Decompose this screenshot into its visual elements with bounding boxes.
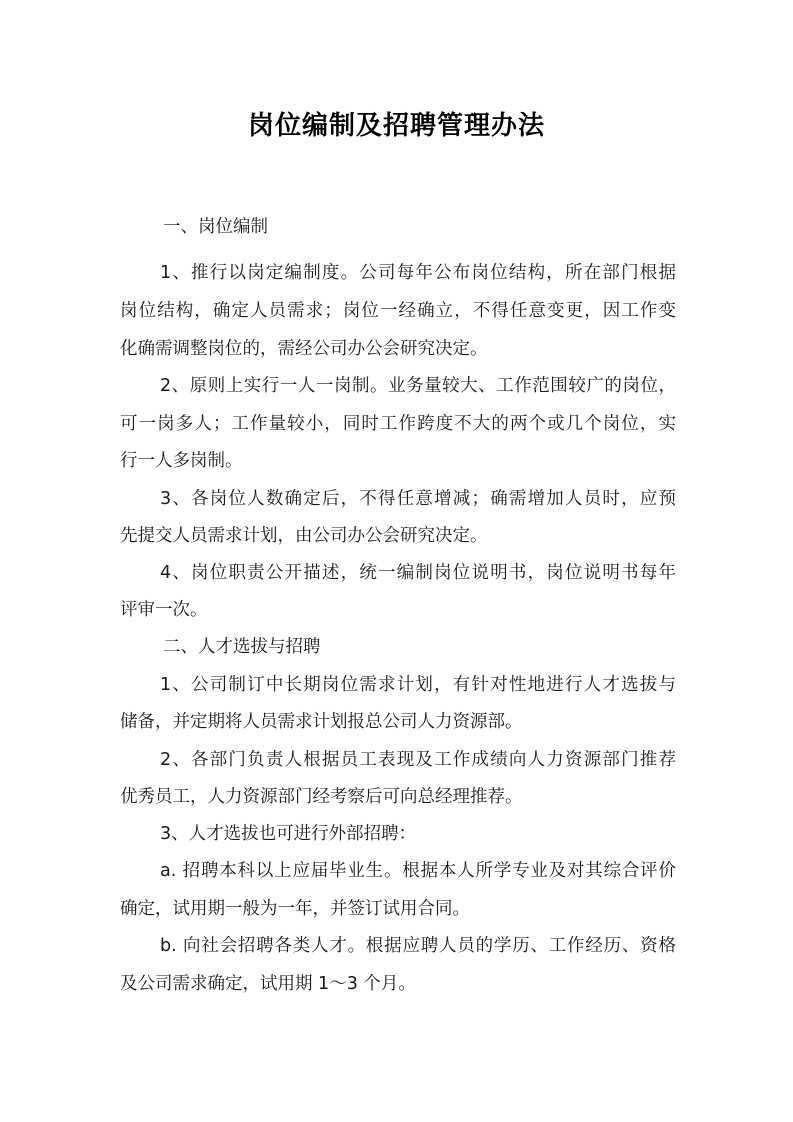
document-title: 岗位编制及招聘管理办法 [247,111,545,141]
paragraph-line: a. 招聘本科以上应届毕业生。根据本人所学专业及对其综合评价 [160,861,676,881]
paragraph-line: 3、人才选拔也可进行外部招聘： [160,824,417,844]
paragraph-line: 1、公司制订中长期岗位需求计划，有针对性地进行人才选拔与 [160,675,676,695]
paragraph-line: 储备，并定期将人员需求计划报总公司人力资源部。 [120,712,523,732]
paragraph-line: 评审一次。 [120,600,208,620]
paragraph-line: 4、岗位职责公开描述，统一编制岗位说明书，岗位说明书每年 [160,563,676,583]
paragraph-line: 优秀员工，人力资源部门经考察后可向总经理推荐。 [120,787,523,807]
paragraph-line: 岗位结构，确定人员需求；岗位一经确立，不得任意变更，因工作变 [120,301,676,321]
paragraph-line: 1、推行以岗定编制度。公司每年公布岗位结构，所在部门根据 [160,263,676,283]
paragraph-line: 确定，试用期一般为一年，并签订试用合同。 [120,899,470,919]
paragraph-line: 行一人多岗制。 [120,451,243,471]
section-heading-1: 一、岗位编制 [163,217,268,237]
paragraph-line: b. 向社会招聘各类人才。根据应聘人员的学历、工作经历、资格 [160,936,676,956]
paragraph-line: 3、各岗位人数确定后，不得任意增减；确需增加人员时，应预 [160,489,676,509]
paragraph-line: 2、原则上实行一人一岗制。业务量较大、工作范围较广的岗位， [160,376,676,396]
paragraph-line: 及公司需求确定，试用期 1～3 个月。 [120,974,416,994]
section-heading-2: 二、人才选拔与招聘 [163,637,321,657]
paragraph-line: 化确需调整岗位的，需经公司办公会研究决定。 [120,339,488,359]
paragraph-line: 可一岗多人；工作量较小，同时工作跨度不大的两个或几个岗位，实 [120,414,676,434]
paragraph-line: 2、各部门负责人根据员工表现及工作成绩向人力资源部门推荐 [160,750,676,770]
paragraph-line: 先提交人员需求计划，由公司办公会研究决定。 [120,526,488,546]
